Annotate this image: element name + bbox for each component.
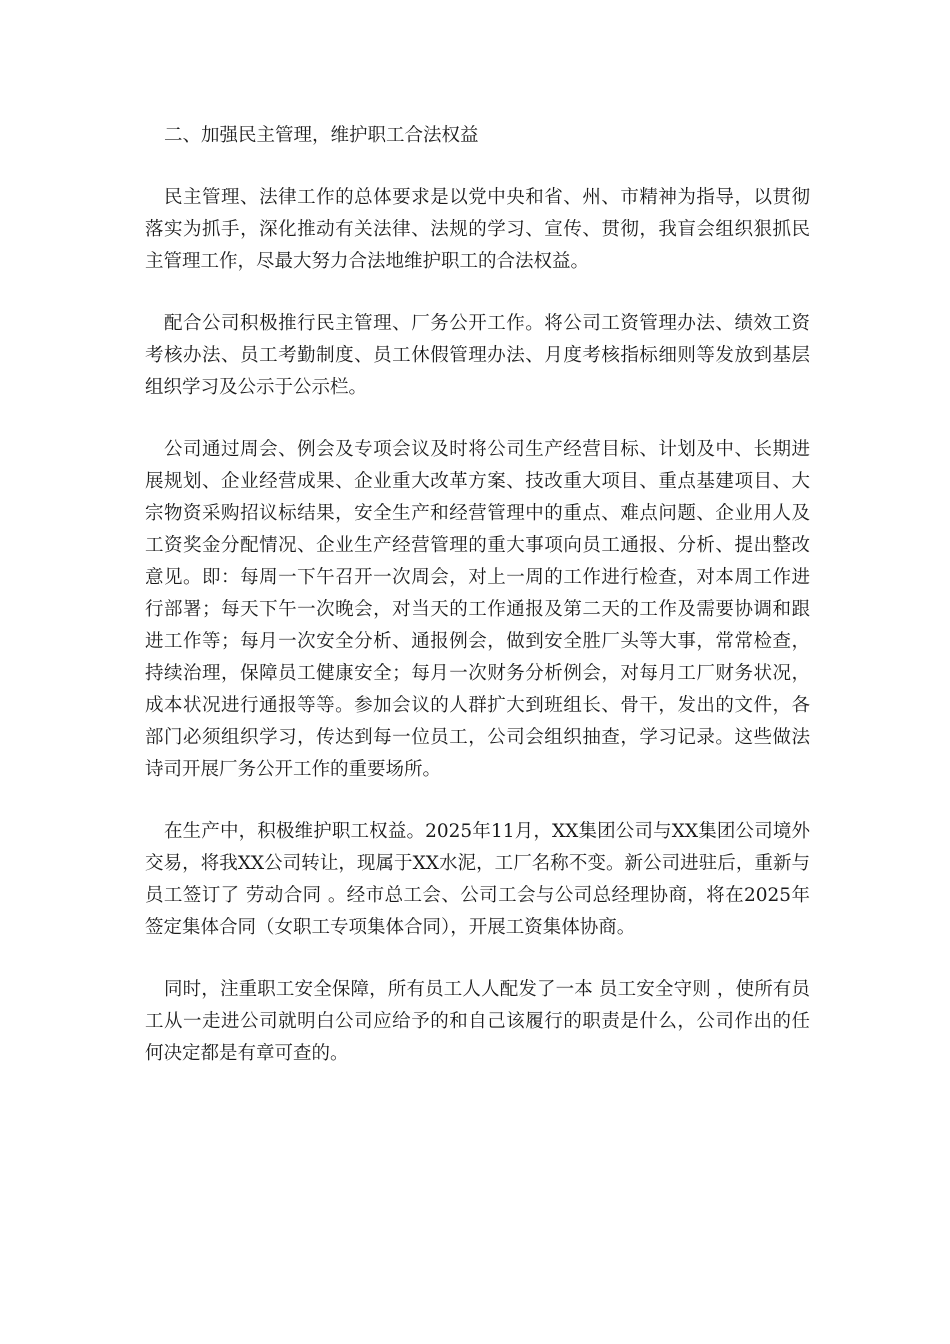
paragraph-1: 民主管理、法律工作的总体要求是以党中央和省、州、市精神为指导，以贯彻落实为抓手，深化推动有关法律、法规的学习、宣传、贯彻，我盲会组织狠抓民主管理工作，尽最大努力合法地维护职工的合法权益。	[145, 187, 810, 272]
paragraph-2: 配合公司积极推行民主管理、厂务公开工作。将公司工资管理办法、绩效工资考核办法、员工考勤制度、员工休假管理办法、月度考核指标细则等发放到基层组织学习及公示于公示栏。	[145, 313, 810, 398]
paragraph-4: 在生产中，积极维护职工权益。2025年11月，XX集团公司与XX集团公司境外交易，将我XX公司转让，现属于XX水泥，工厂名称不变。新公司进驻后，重新与员工签订了 劳动合同 。经市总工会、公司工会与公司总经理协商，将在2025年签定集体合同（女职工专项集体合同），开展工资集体协商。	[145, 821, 810, 938]
paragraph-3: 公司通过周会、例会及专项会议及时将公司生产经营目标、计划及中、长期进展规划、企业经营成果、企业重大改革方案、技改重大项目、重点基建项目、大宗物资采购招议标结果，安全生产和经营管理中的重点、难点问题、企业用人及工资奖金分配情况、企业生产经营管理的重大事项向员工通报、分析、提出整改意见。即：每周一下午召开一次周会，对上一周的工作进行检查，对本周工作进行部署；每天下午一次晚会，对当天的工作通报及第二天的工作及需要协调和跟进工作等；每月一次安全分析、通报例会，做到安全胜厂头等大事，常常检查，持续治理，保障员工健康安全；每月一次财务分析例会，对每月工厂财务状况，成本状况进行通报等等。参加会议的人群扩大到班组长、骨干，发出的文件，各部门必须组织学习，传达到每一位员工，公司会组织抽查，学习记录。这些做法诗司开展厂务公开工作的重要场所。	[145, 439, 810, 780]
section-heading: 二、加强民主管理，维护职工合法权益	[164, 125, 479, 146]
document-body	[145, 120, 810, 1070]
paragraph-5: 同时，注重职工安全保障，所有员工人人配发了一本 员工安全守则 ，使所有员工从一走进公司就明白公司应给予的和自己该履行的职责是什么，公司作出的任何决定都是有章可查的。	[145, 979, 810, 1064]
